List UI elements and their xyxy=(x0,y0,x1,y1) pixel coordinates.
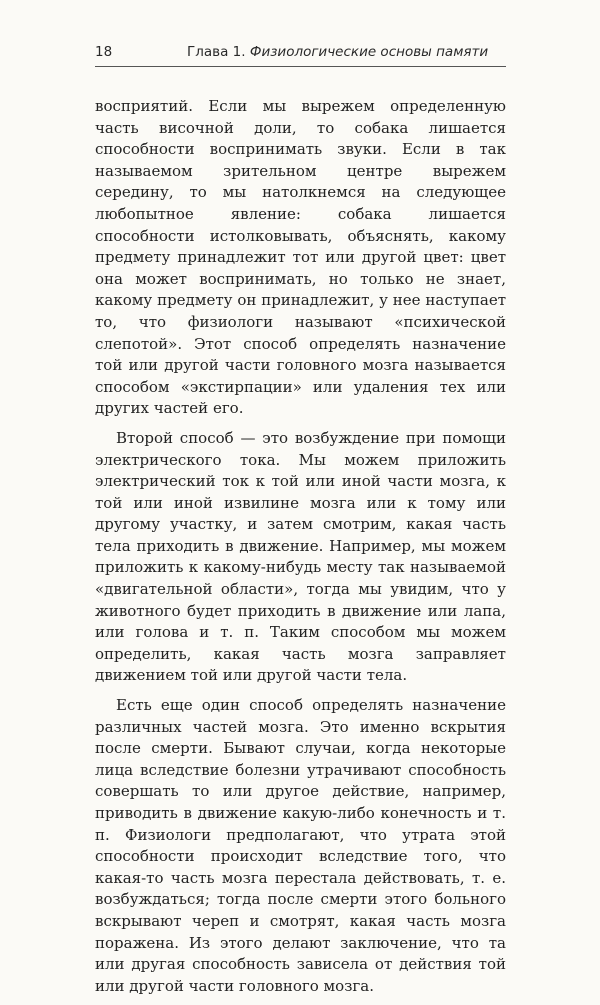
running-header xyxy=(95,44,506,68)
header-rule xyxy=(95,66,506,67)
page-number: 18 xyxy=(95,44,113,60)
running-title xyxy=(187,44,488,60)
page-body xyxy=(95,96,506,1005)
chapter-title: Физиологические основы памяти xyxy=(249,44,489,60)
paragraph: Есть еще один способ определять назначение различных частей мозга. Это именно вскрытия после смерти. Бывают случаи, когда некоторые лица вследствие болезни утрачивают способность совершать то или другое действие, например, приводить в движение какую-либо конечность и т. п. Физиологи предполагают, что утрата этой способности происходит вследствие того, что какая-то часть мозга перестала действовать, т. е. возбуждаться; тогда после смерти этого больного вскрывают череп и смотрят, какая часть мозга поражена. Из этого делают заключение, что та или другая способность зависела от действия той или другой части головного мозга. xyxy=(95,696,506,995)
paragraph: восприятий. Если мы вырежем определенную часть височной доли, то собака лишается способности воспринимать звуки. Если в так называемом зрительном центре вырежем середину, то мы натолкнемся на следующее любопытное явление: собака лишается способности истолковывать, объяснять, какому предмету принадлежит тот или другой цвет: цвет она может воспринимать, но только не знает, какому предмету он принадлежит, у нее наступает то, что физиологи называют «психической слепотой». Этот способ определять назначение той или другой части головного мозга называется способом «экстирпации» или удаления тех или других частей его. xyxy=(95,97,506,418)
paragraph: Второй способ — это возбуждение при помощи электрического тока. Мы можем приложить электрический ток к той или иной части мозга, к той или иной извилине мозга или к тому или другому участку, и затем смотрим, какая часть тела приходить в движение. Например, мы можем приложить к какому-нибудь месту так называемой «двигательной области», тогда мы увидим, что у животного будет приходить в движение или лапа, или голова и т. п. Таким способом мы можем определить, какая часть мозга заправляет движением той или другой части тела. xyxy=(95,428,506,685)
chapter-label: Глава 1. xyxy=(187,44,246,60)
